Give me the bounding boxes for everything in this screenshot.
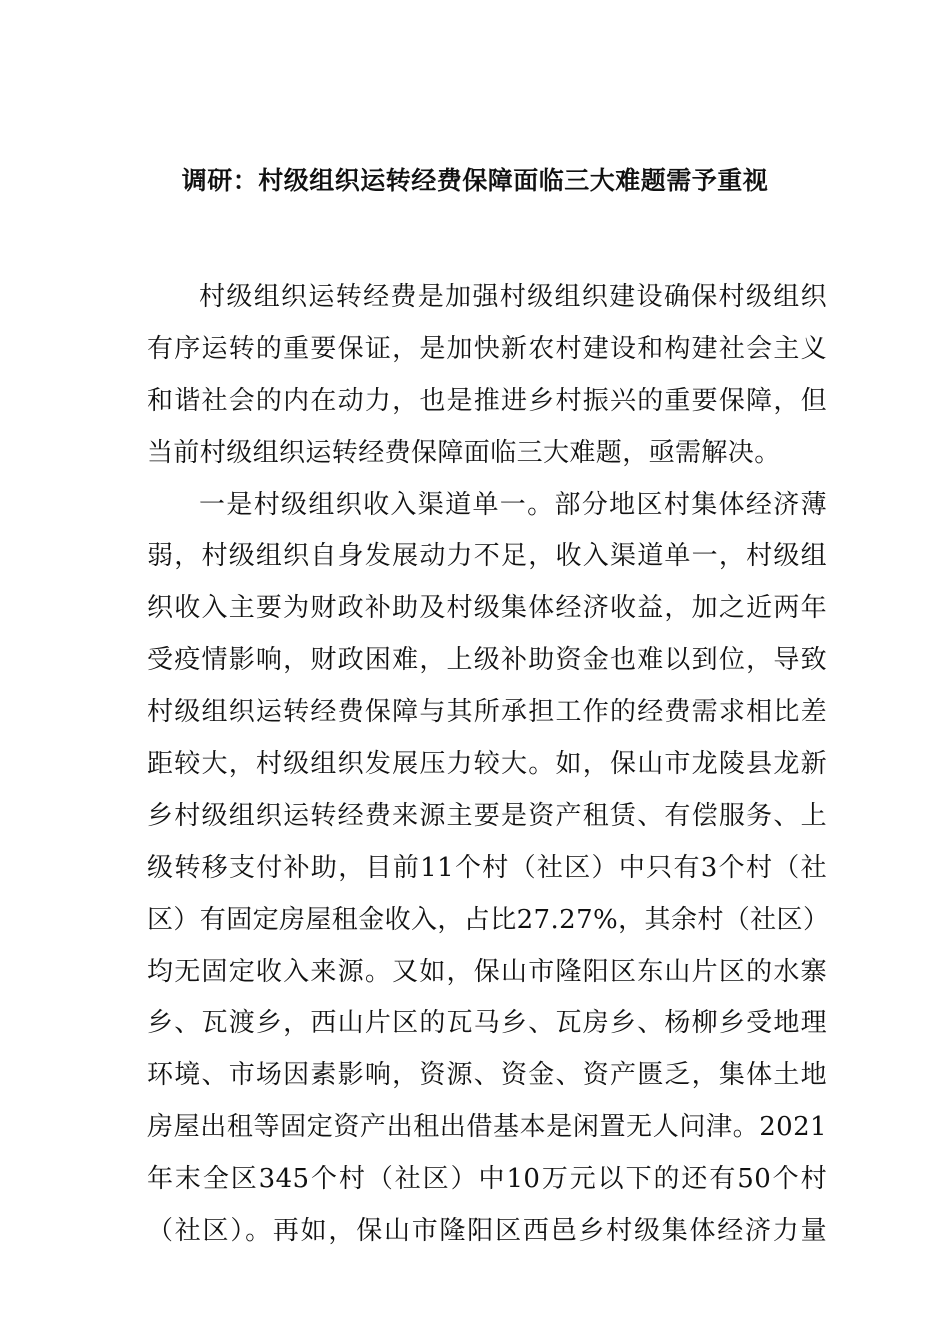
paragraph-line: 一是村级组织收入渠道单一。部分地区村集体经济薄: [199, 489, 827, 520]
paragraph-line: 级转移支付补助，目前11个村（社区）中只有3个村（社: [147, 852, 827, 883]
paragraph-line: 受疫情影响，财政困难，上级补助资金也难以到位，导致: [147, 645, 827, 676]
paragraph-line: 均无固定收入来源。又如，保山市隆阳区东山片区的水寨: [147, 956, 827, 987]
paragraph-line: 村级组织运转经费保障与其所承担工作的经费需求相比差: [147, 697, 827, 728]
paragraph-line: 乡村级组织运转经费来源主要是资产租赁、有偿服务、上: [147, 800, 827, 831]
paragraph-line: 区）有固定房屋租金收入，占比27.27%，其余村（社区）: [147, 904, 830, 935]
paragraph-line: 弱，村级组织自身发展动力不足，收入渠道单一，村级组: [147, 541, 827, 572]
paragraph-line: 环境、市场因素影响，资源、资金、资产匮乏，集体土地: [147, 1060, 827, 1091]
paragraph-line: 年末全区345个村（社区）中10万元以下的还有50个村: [147, 1164, 827, 1195]
document-body: [147, 277, 830, 1263]
paragraph-line: 有序运转的重要保证，是加快新农村建设和构建社会主义: [147, 333, 827, 364]
paragraph-line: 房屋出租等固定资产出租出借基本是闲置无人问津。2021: [147, 1112, 827, 1143]
paragraph-line: 距较大，村级组织发展压力较大。如，保山市龙陵县龙新: [147, 749, 827, 780]
paragraph-line: 当前村级组织运转经费保障面临三大难题，亟需解决。: [147, 437, 781, 468]
paragraph-line: 织收入主要为财政补助及村级集体经济收益，加之近两年: [147, 593, 827, 624]
paragraph-line: 乡、瓦渡乡，西山片区的瓦马乡、瓦房乡、杨柳乡受地理: [147, 1008, 827, 1039]
paragraph-line: （社区）。再如，保山市隆阳区西邑乡村级集体经济力量: [147, 1216, 827, 1247]
paragraph-line: 村级组织运转经费是加强村级组织建设确保村级组织: [199, 282, 827, 312]
document-title: 调研：村级组织运转经费保障面临三大难题需予重视: [181, 166, 769, 195]
paragraph-line: 和谐社会的内在动力，也是推进乡村振兴的重要保障，但: [147, 385, 827, 416]
